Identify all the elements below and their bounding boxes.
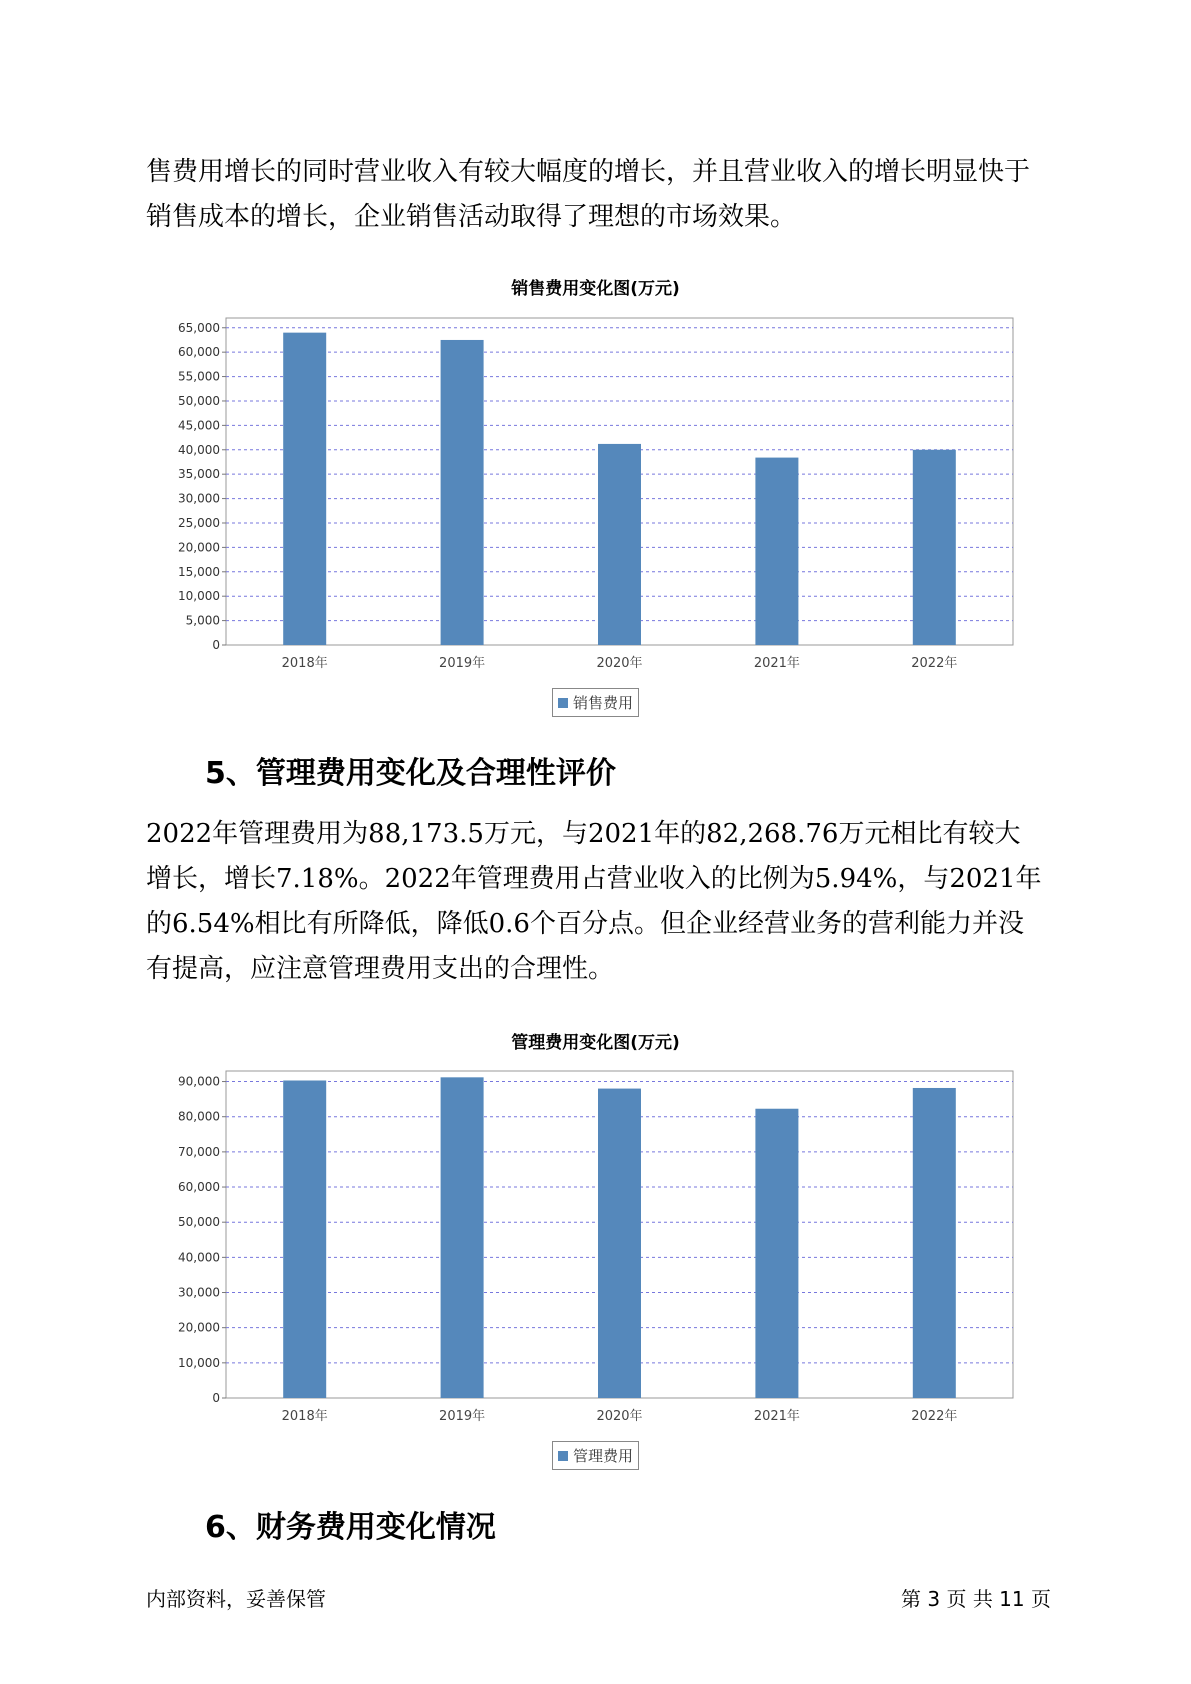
paragraph-sales-expense: 售费用增长的同时营业收入有较大幅度的增长，并且营业收入的增长明显快于销售成本的增长，企业销售活动取得了理想的市场效果。 (146, 157, 1031, 232)
x-tick-label: 2021年 (753, 1409, 800, 1424)
y-tick-label: 40,000 (178, 1250, 220, 1265)
x-tick-label: 2018年 (281, 1409, 328, 1424)
bar (598, 444, 641, 645)
footer-page-number: 第 3 页 共 11 页 (901, 1587, 1051, 1611)
x-tick-label: 2020年 (596, 656, 643, 671)
y-tick-label: 50,000 (178, 393, 220, 408)
y-tick-label: 55,000 (178, 369, 220, 384)
legend-admin (552, 1441, 639, 1470)
y-tick-label: 10,000 (178, 589, 220, 604)
bar (598, 1089, 641, 1398)
y-tick-label: 30,000 (178, 1285, 220, 1300)
legend-sales (552, 688, 639, 717)
legend-swatch-admin (558, 1451, 568, 1461)
bar (755, 458, 798, 645)
x-tick-label: 2019年 (439, 1409, 486, 1424)
chart-title-admin: 管理费用变化图(万元) (511, 1033, 680, 1053)
bar (913, 1088, 956, 1398)
y-tick-label: 40,000 (178, 442, 220, 457)
y-tick-label: 15,000 (178, 564, 220, 579)
admin-expense-chart (0, 1063, 1191, 1424)
y-tick-label: 20,000 (178, 540, 220, 555)
heading-finance-expense: 6、财务费用变化情况 (205, 1510, 496, 1545)
bar (283, 333, 326, 645)
x-tick-label: 2020年 (596, 1409, 643, 1424)
x-tick-label: 2021年 (753, 656, 800, 671)
y-tick-label: 60,000 (178, 1180, 220, 1195)
y-tick-label: 5,000 (185, 613, 220, 628)
bar (283, 1080, 326, 1398)
bar (441, 1077, 484, 1398)
y-tick-label: 45,000 (178, 418, 220, 433)
y-tick-label: 50,000 (178, 1215, 220, 1230)
x-tick-label: 2018年 (281, 656, 328, 671)
bar (755, 1109, 798, 1398)
y-tick-label: 25,000 (178, 515, 220, 530)
y-tick-label: 0 (212, 1391, 220, 1405)
bar (441, 340, 484, 645)
y-tick-label: 80,000 (178, 1109, 220, 1124)
heading-admin-expense: 5、管理费用变化及合理性评价 (205, 756, 616, 791)
y-tick-label: 20,000 (178, 1320, 220, 1335)
legend-swatch-sales (558, 698, 568, 708)
y-tick-label: 10,000 (178, 1355, 220, 1370)
bar (913, 450, 956, 645)
x-tick-label: 2019年 (439, 656, 486, 671)
paragraph-admin-expense: 2022年管理费用为88,173.5万元，与2021年的82,268.76万元相比有较大增长，增长7.18%。2022年管理费用占营业收入的比例为5.94%，与2021年的6.54%相比有所降低，降低0.6个百分点。但企业经营业务的营利能力并没有提高，应注意管理费用支出的合理性。 (146, 819, 1042, 984)
y-tick-label: 70,000 (178, 1144, 220, 1159)
footer-confidential: 内部资料，妥善保管 (146, 1587, 326, 1611)
x-tick-label: 2022年 (911, 656, 958, 671)
y-tick-label: 30,000 (178, 491, 220, 506)
y-tick-label: 90,000 (178, 1074, 220, 1089)
chart-title-sales: 销售费用变化图(万元) (511, 279, 680, 299)
y-tick-label: 35,000 (178, 467, 220, 482)
legend-label-admin: 管理费用 (573, 1447, 634, 1465)
x-tick-label: 2022年 (911, 1409, 958, 1424)
legend-label-sales: 销售费用 (573, 694, 634, 712)
y-tick-label: 60,000 (178, 345, 220, 360)
y-tick-label: 0 (212, 638, 220, 652)
sales-expense-chart (0, 310, 1191, 671)
y-tick-label: 65,000 (178, 320, 220, 335)
